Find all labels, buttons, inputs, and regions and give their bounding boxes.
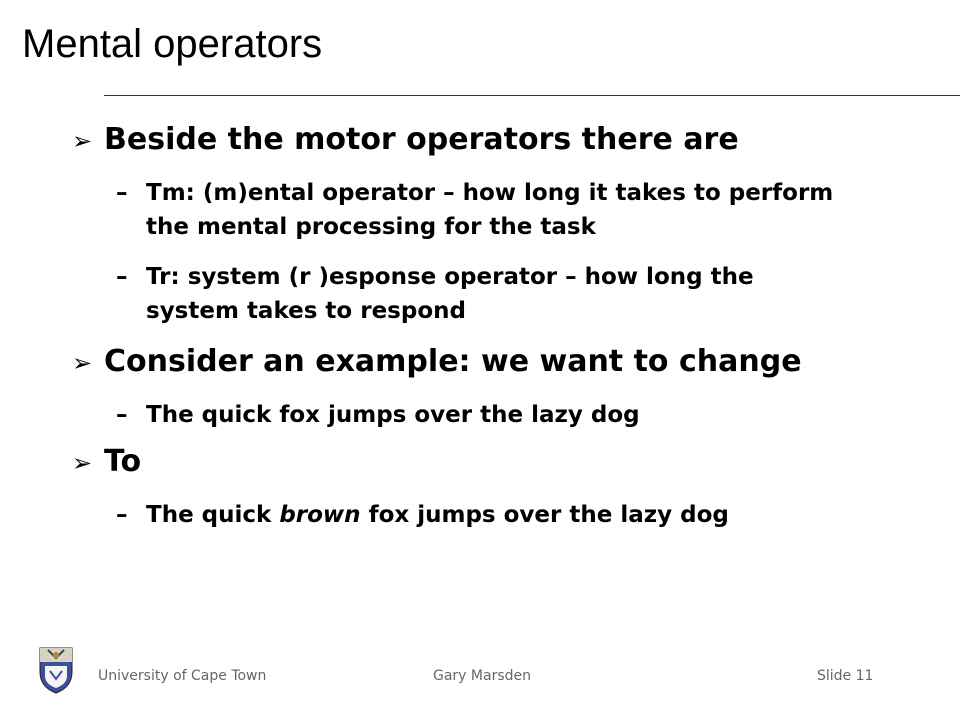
sentence-part-2: fox jumps over the lazy dog xyxy=(360,502,729,528)
footer-slide-number: Slide 11 xyxy=(817,668,874,684)
arrow-bullet-icon: ➢ xyxy=(72,127,93,155)
footer-author: Gary Marsden xyxy=(433,668,531,684)
bullet-2-text: Consider an example: we want to change xyxy=(104,344,802,379)
slide-title: Mental operators xyxy=(22,22,323,66)
sentence-part-1: The quick xyxy=(146,502,280,528)
sub-bullet-1-1 xyxy=(116,176,846,244)
bullet-1-text: Beside the motor operators there are xyxy=(104,122,739,157)
title-divider xyxy=(104,95,960,96)
sub-bullet-1-2-text: Tr: system (r )esponse operator – how long the system takes to respond xyxy=(146,264,754,324)
sub-bullet-1-2 xyxy=(116,260,846,328)
emphasized-word: brown xyxy=(279,502,361,528)
sub-bullet-2-1 xyxy=(116,398,846,432)
sub-bullet-3-1-text xyxy=(146,498,846,532)
bullet-3-text: To xyxy=(104,444,142,479)
dash-marker: – xyxy=(116,264,128,290)
arrow-bullet-icon: ➢ xyxy=(72,349,93,377)
bullet-1 xyxy=(72,122,739,157)
dash-marker: – xyxy=(116,402,128,428)
dash-marker: – xyxy=(116,180,128,206)
university-crest-icon xyxy=(38,646,74,694)
sub-bullet-1-1-text: Tm: (m)ental operator – how long it takes to perform the mental processing for the task xyxy=(146,180,834,240)
sub-bullet-2-1-text: The quick fox jumps over the lazy dog xyxy=(146,402,640,428)
arrow-bullet-icon: ➢ xyxy=(72,449,93,477)
bullet-2 xyxy=(72,344,802,379)
sub-bullet-3-1 xyxy=(116,498,846,532)
dash-marker: – xyxy=(116,502,128,528)
bullet-3 xyxy=(72,444,141,479)
footer-institution: University of Cape Town xyxy=(98,668,267,684)
